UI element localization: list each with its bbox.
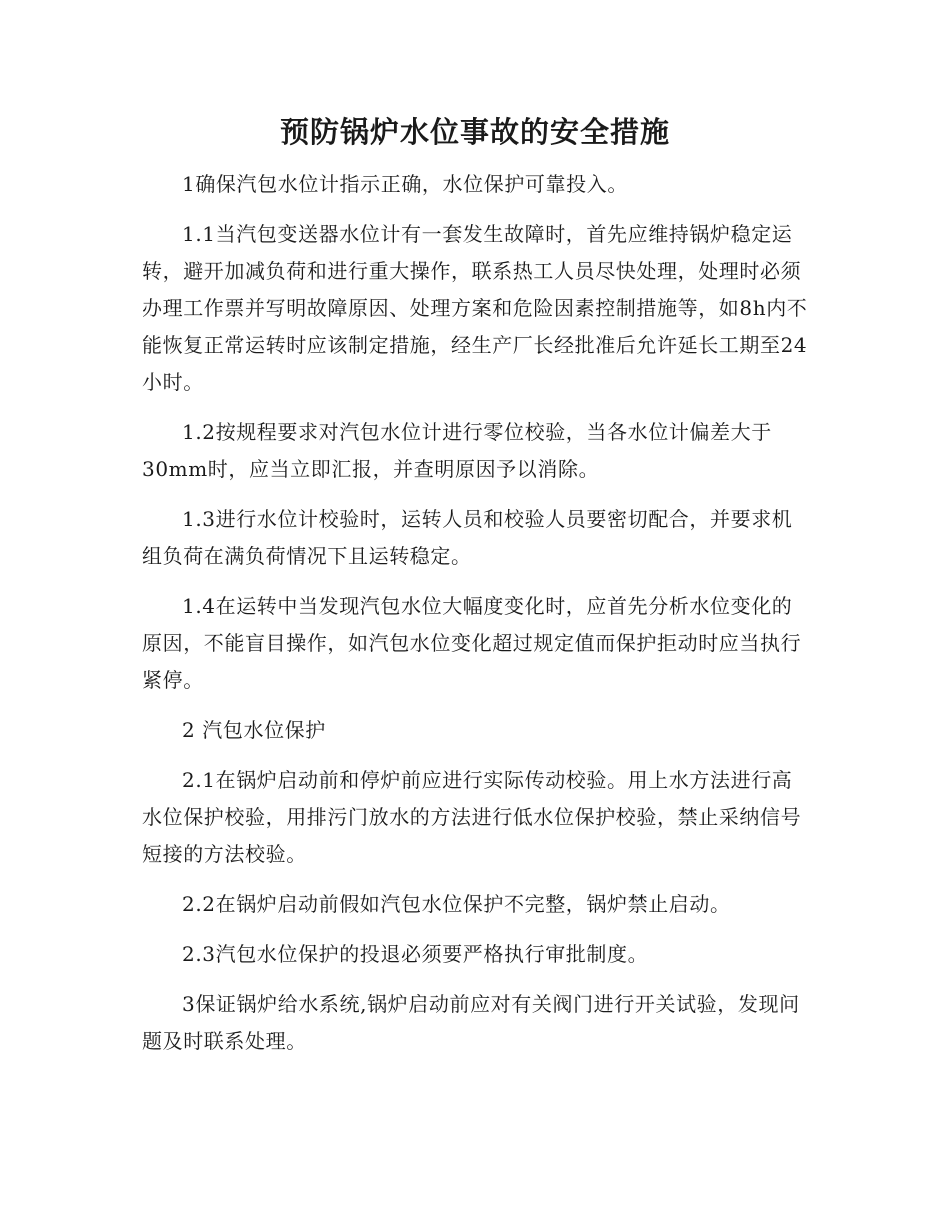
paragraph-1-2: 1.2按规程要求对汽包水位计进行零位校验，当各水位计偏差大于30mm时，应当立即汇报，并查明原因予以消除。 (142, 420, 772, 481)
paragraph-1-1: 1.1当汽包变送器水位计有一套发生故障时，首先应维持锅炉稳定运转，避开加减负荷和进行重大操作，联系热工人员尽快处理，处理时必须办理工作票并写明故障原因、处理方案和危险因素控制措施等，如8h内不能恢复正常运转时应该制定措施，经生产厂长经批准后允许延长工期至24小时。 (142, 222, 808, 394)
document-body (142, 166, 812, 1073)
paragraph-2: 2 汽包水位保护 (182, 718, 326, 742)
paragraph-1: 1确保汽包水位计指示正确，水位保护可靠投入。 (182, 172, 628, 196)
paragraph-2-3: 2.3汽包水位保护的投退必须要严格执行审批制度。 (182, 942, 649, 966)
paragraph-2-1: 2.1在锅炉启动前和停炉前应进行实际传动校验。用上水方法进行高水位保护校验，用排污门放水的方法进行低水位保护校验，禁止采纳信号短接的方法校验。 (142, 768, 802, 866)
paragraph-1-4: 1.4在运转中当发现汽包水位大幅度变化时，应首先分析水位变化的原因，不能盲目操作，如汽包水位变化超过规定值而保护拒动时应当执行紧停。 (142, 594, 802, 692)
paragraph-2-2: 2.2在锅炉启动前假如汽包水位保护不完整，锅炉禁止启动。 (182, 892, 731, 916)
document-title: 预防锅炉水位事故的安全措施 (279, 115, 670, 149)
paragraph-3: 3保证锅炉给水系统,锅炉启动前应对有关阀门进行开关试验，发现问题及时联系处理。 (142, 992, 800, 1053)
paragraph-1-3: 1.3进行水位计校验时，运转人员和校验人员要密切配合，并要求机组负荷在满负荷情况下且运转稳定。 (142, 507, 793, 568)
